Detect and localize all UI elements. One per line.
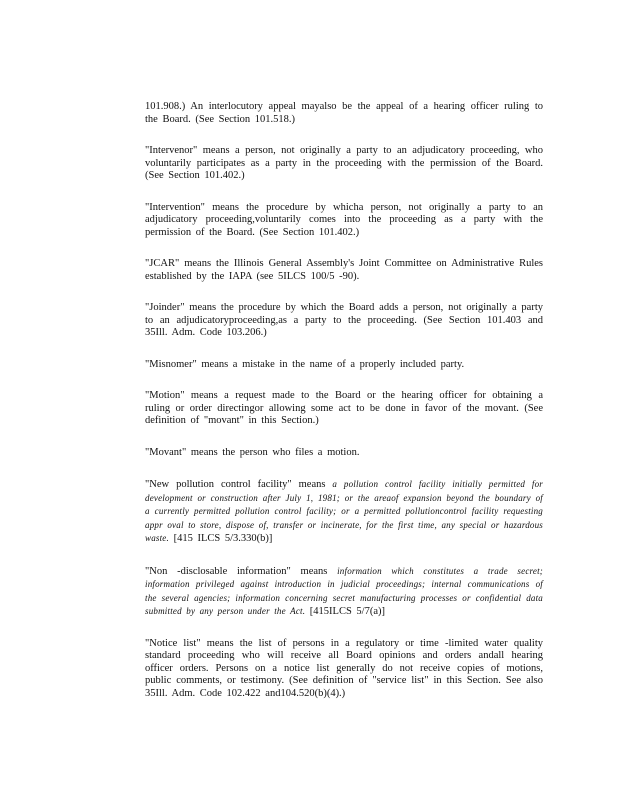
statutory-citation: [415 ILCS 5/3.330(b)] [168, 533, 273, 544]
paragraph-text: "Intervenor" means a person, not originally a party to an adjudicatory proceeding, who voluntarily participates as a party in the proceeding with the permission of the Board. (See Section 101.402.) [145, 145, 543, 181]
definition-jcar [145, 258, 543, 283]
paragraph-text: "Non -disclosable information" means [145, 565, 338, 577]
paragraph-text: "Intervention" means the procedure by whicha person, not originally a party to an adjudicatory proceeding,voluntarily comes into the proceeding as a party with the permission of the Board. (See Section 101.402.) [145, 201, 543, 238]
paragraph-text: "JCAR" means the Illinois General Assembly's Joint Committee on Administrative Rules established by the IAPA (see 5ILCS 100/5 -90). [145, 258, 543, 282]
paragraph-text: 101.908.) An interlocutory appeal mayalso be the appeal of a hearing officer ruling to the Board. (See Section 101.518.) [145, 101, 543, 125]
definition-intervenor [145, 145, 543, 183]
statutory-citation: [415ILCS 5/7(a)] [305, 606, 385, 617]
definitions-body [145, 101, 543, 719]
definition-notice-list [145, 638, 543, 701]
definition-joinder [145, 302, 543, 340]
definition-movant [145, 447, 543, 460]
paragraph-text: "Joinder" means the procedure by which the Board adds a person, not originally a party to an adjudicatoryproceeding,as a party to the proceeding. (See Section 101.403 and 35Ill. Adm. Code 103.206.) [145, 302, 543, 338]
statutory-quote: a pollution control facility initially permitted for development or construction after July 1, 1981; or the areaof expansion beyond the boundary of a currently permitted pollution control facility; or a permitted pollutioncontrol facility requesting appr oval to store, dispose of, transfer or incinerate, for the first time, any special or hazardous waste. [145, 479, 543, 543]
definition-motion [145, 390, 543, 428]
paragraph-interlocutory-appeal [145, 101, 543, 126]
paragraph-text: "Movant" means the person who files a motion. [145, 446, 360, 458]
definition-misnomer [145, 359, 543, 372]
definition-non-disclosable-information [145, 565, 543, 619]
paragraph-text: "Notice list" means the list of persons in a regulatory or time -limited water quality standard proceeding who will receive all Board opinions and orders andall hearing officer orders. Persons on a notice list generally do not receive copies of motions, public comments, or testimony. (See definition of "service list" in this Section. See also 35Ill. Adm. Code 102.422 and104.520(b)(4).) [145, 637, 543, 699]
definition-intervention [145, 202, 543, 240]
paragraph-text: "New pollution control facility" means [145, 479, 333, 490]
paragraph-text: "Motion" means a request made to the Board or the hearing officer for obtaining a ruling or order directingor allowing some act to be done in favor of the movant. (See definition of "movant" in this Section.) [145, 390, 543, 426]
statutory-quote: information which constitutes a trade secret; information privileged against introduction in judicial proceedings; internal communications of the several agencies; information concerning secret manufacturing processes or confidential data submitted by any person under the Act. [145, 565, 543, 616]
definition-new-pollution-control-facility [145, 478, 543, 546]
paragraph-text: "Misnomer" means a mistake in the name of a properly included party. [145, 358, 465, 370]
